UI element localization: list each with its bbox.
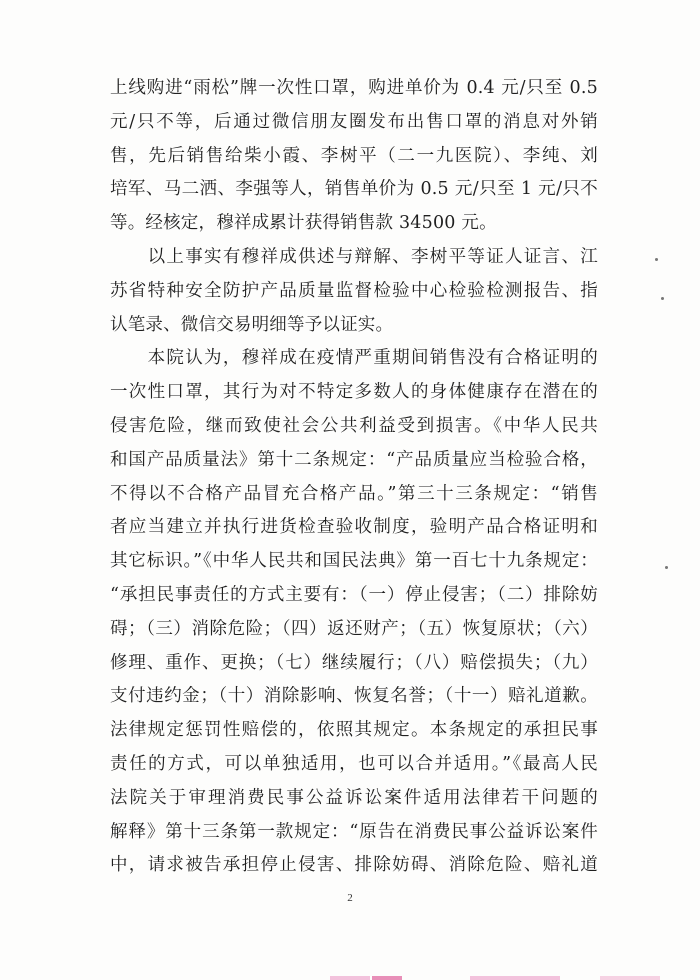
text-line: 支付违约金；（十）消除影响、恢复名誉；（十一）赔礼道歉。 <box>110 686 598 707</box>
text-line: 本院认为，穆祥成在疫情严重期间销售没有合格证明的 <box>110 348 598 369</box>
text-line: 碍；（三）消除危险；（四）返还财产；（五）恢复原状；（六） <box>110 618 598 639</box>
text-line: 元/只不等，后通过微信朋友圈发布出售口罩的消息对外销 <box>110 111 598 132</box>
text-line: 上线购进“雨松”牌一次性口罩，购进单价为 0.4 元/只至 0.5 <box>110 78 598 98</box>
text-line: 苏省特种安全防护产品质量监督检验中心检验检测报告、指 <box>110 280 598 301</box>
page-number: 2 <box>347 892 353 904</box>
text-line: “承担民事责任的方式主要有：（一）停止侵害；（二）排除妨 <box>110 584 598 605</box>
text-line: 一次性口罩，其行为对不特定多数人的身体健康存在潜在的 <box>110 382 598 403</box>
text-line: 培军、马二洒、李强等人，销售单价为 0.5 元/只至 1 元/只不 <box>110 179 598 200</box>
text-line: 解释》第十三条第一款规定：“原告在消费民事公益诉讼案件 <box>110 821 598 842</box>
scan-edge-strip <box>470 976 560 980</box>
scan-speck <box>665 566 668 569</box>
text-line: 以上事实有穆祥成供述与辩解、李树平等证人证言、江 <box>110 246 598 267</box>
text-line: 不得以不合格产品冒充合格产品。”第三十三条规定：“销售 <box>110 483 598 504</box>
scan-edge-strip <box>330 976 370 980</box>
text-line: 其它标识。”《中华人民共和国民法典》第一百七十九条规定： <box>110 551 598 572</box>
scan-speck <box>661 297 664 300</box>
scan-speck <box>655 258 658 261</box>
scan-edge-strip <box>600 976 660 980</box>
text-line: 中，请求被告承担停止侵害、排除妨碍、消除危险、赔礼道 <box>110 855 598 876</box>
document-body <box>110 72 598 883</box>
text-line: 和国产品质量法》第十二条规定：“产品质量应当检验合格， <box>110 449 598 470</box>
text-line: 法律规定惩罚性赔偿的，依照其规定。本条规定的承担民事 <box>110 720 598 741</box>
scan-edge-strip <box>372 976 402 980</box>
text-line: 认笔录、微信交易明细等予以证实。 <box>110 314 394 335</box>
text-line: 修理、重作、更换；（七）继续履行；（八）赔偿损失；（九） <box>110 652 598 673</box>
text-line: 侵害危险，继而致使社会公共利益受到损害。《中华人民共 <box>110 415 598 436</box>
text-line: 者应当建立并执行进货检查验收制度，验明产品合格证明和 <box>110 517 598 538</box>
text-line: 法院关于审理消费民事公益诉讼案件适用法律若干问题的 <box>110 787 598 808</box>
text-line: 等。经核定，穆祥成累计获得销售款 34500 元。 <box>110 213 497 234</box>
text-line: 责任的方式，可以单独适用，也可以合并适用。”《最高人民 <box>110 753 598 774</box>
text-line: 售，先后销售给柴小霞、李树平（二一九医院）、李纯、刘 <box>110 145 598 166</box>
